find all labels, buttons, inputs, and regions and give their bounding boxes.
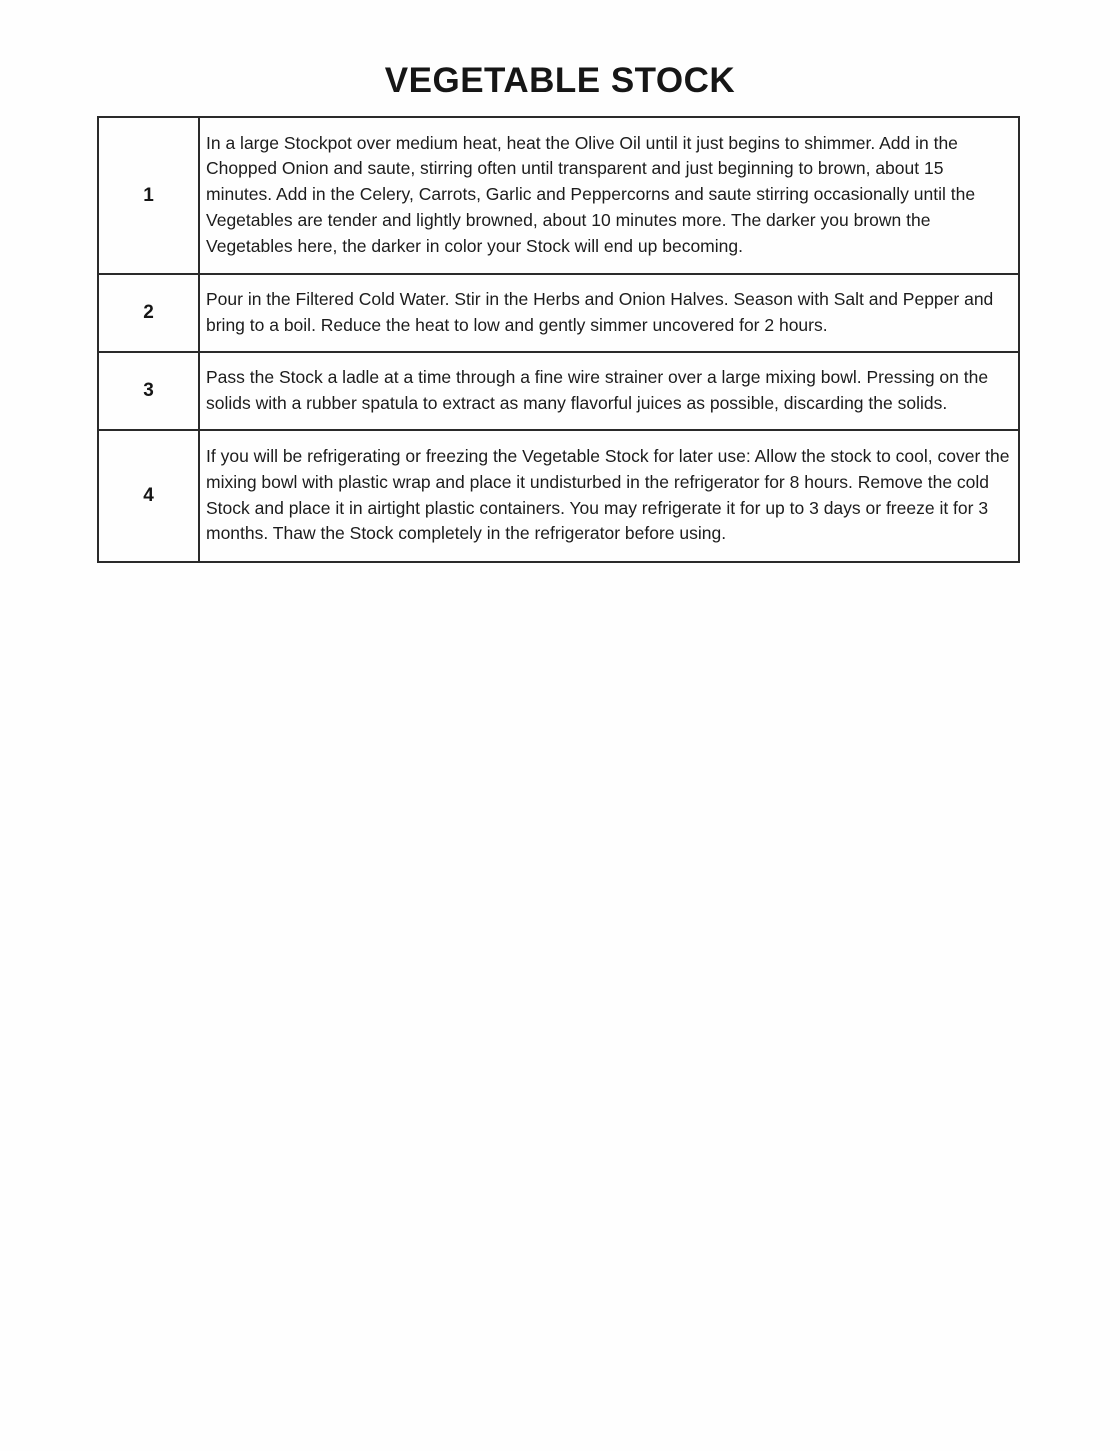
table-row xyxy=(98,430,1019,562)
step-instructions: Pass the Stock a ladle at a time through a fine wire strainer over a large mixing bowl. Pressing on the solids with a rubber spatula to extract as many flavorful juices as possible, discarding the solids. xyxy=(199,352,1019,430)
step-instructions: If you will be refrigerating or freezing the Vegetable Stock for later use: Allow the stock to cool, cover the mixing bowl with plastic wrap and place it undisturbed in the refrigerator for 8 hours. Remove the cold Stock and place it in airtight plastic containers. You may refrigerate it for up to 3 days or freeze it for 3 months. Thaw the Stock completely in the refrigerator before using. xyxy=(199,430,1019,562)
step-instructions: In a large Stockpot over medium heat, heat the Olive Oil until it just begins to shimmer. Add in the Chopped Onion and saute, stirring often until transparent and just beginning to brown, about 15 minutes. Add in the Celery, Carrots, Garlic and Peppercorns and saute stirring occasionally until the Vegetables are tender and lightly browned, about 10 minutes more. The darker you brown the Vegetables here, the darker in color your Stock will end up becoming. xyxy=(199,117,1019,274)
step-instructions: Pour in the Filtered Cold Water. Stir in the Herbs and Onion Halves. Season with Salt and Pepper and bring to a boil. Reduce the heat to low and gently simmer uncovered for 2 hours. xyxy=(199,274,1019,352)
step-number: 1 xyxy=(98,117,199,274)
step-number: 4 xyxy=(98,430,199,562)
instructions-table xyxy=(97,116,1020,563)
table-row xyxy=(98,117,1019,274)
table-row xyxy=(98,352,1019,430)
step-number: 3 xyxy=(98,352,199,430)
page-title: VEGETABLE STOCK xyxy=(384,61,736,100)
table-row xyxy=(98,274,1019,352)
step-number: 2 xyxy=(98,274,199,352)
